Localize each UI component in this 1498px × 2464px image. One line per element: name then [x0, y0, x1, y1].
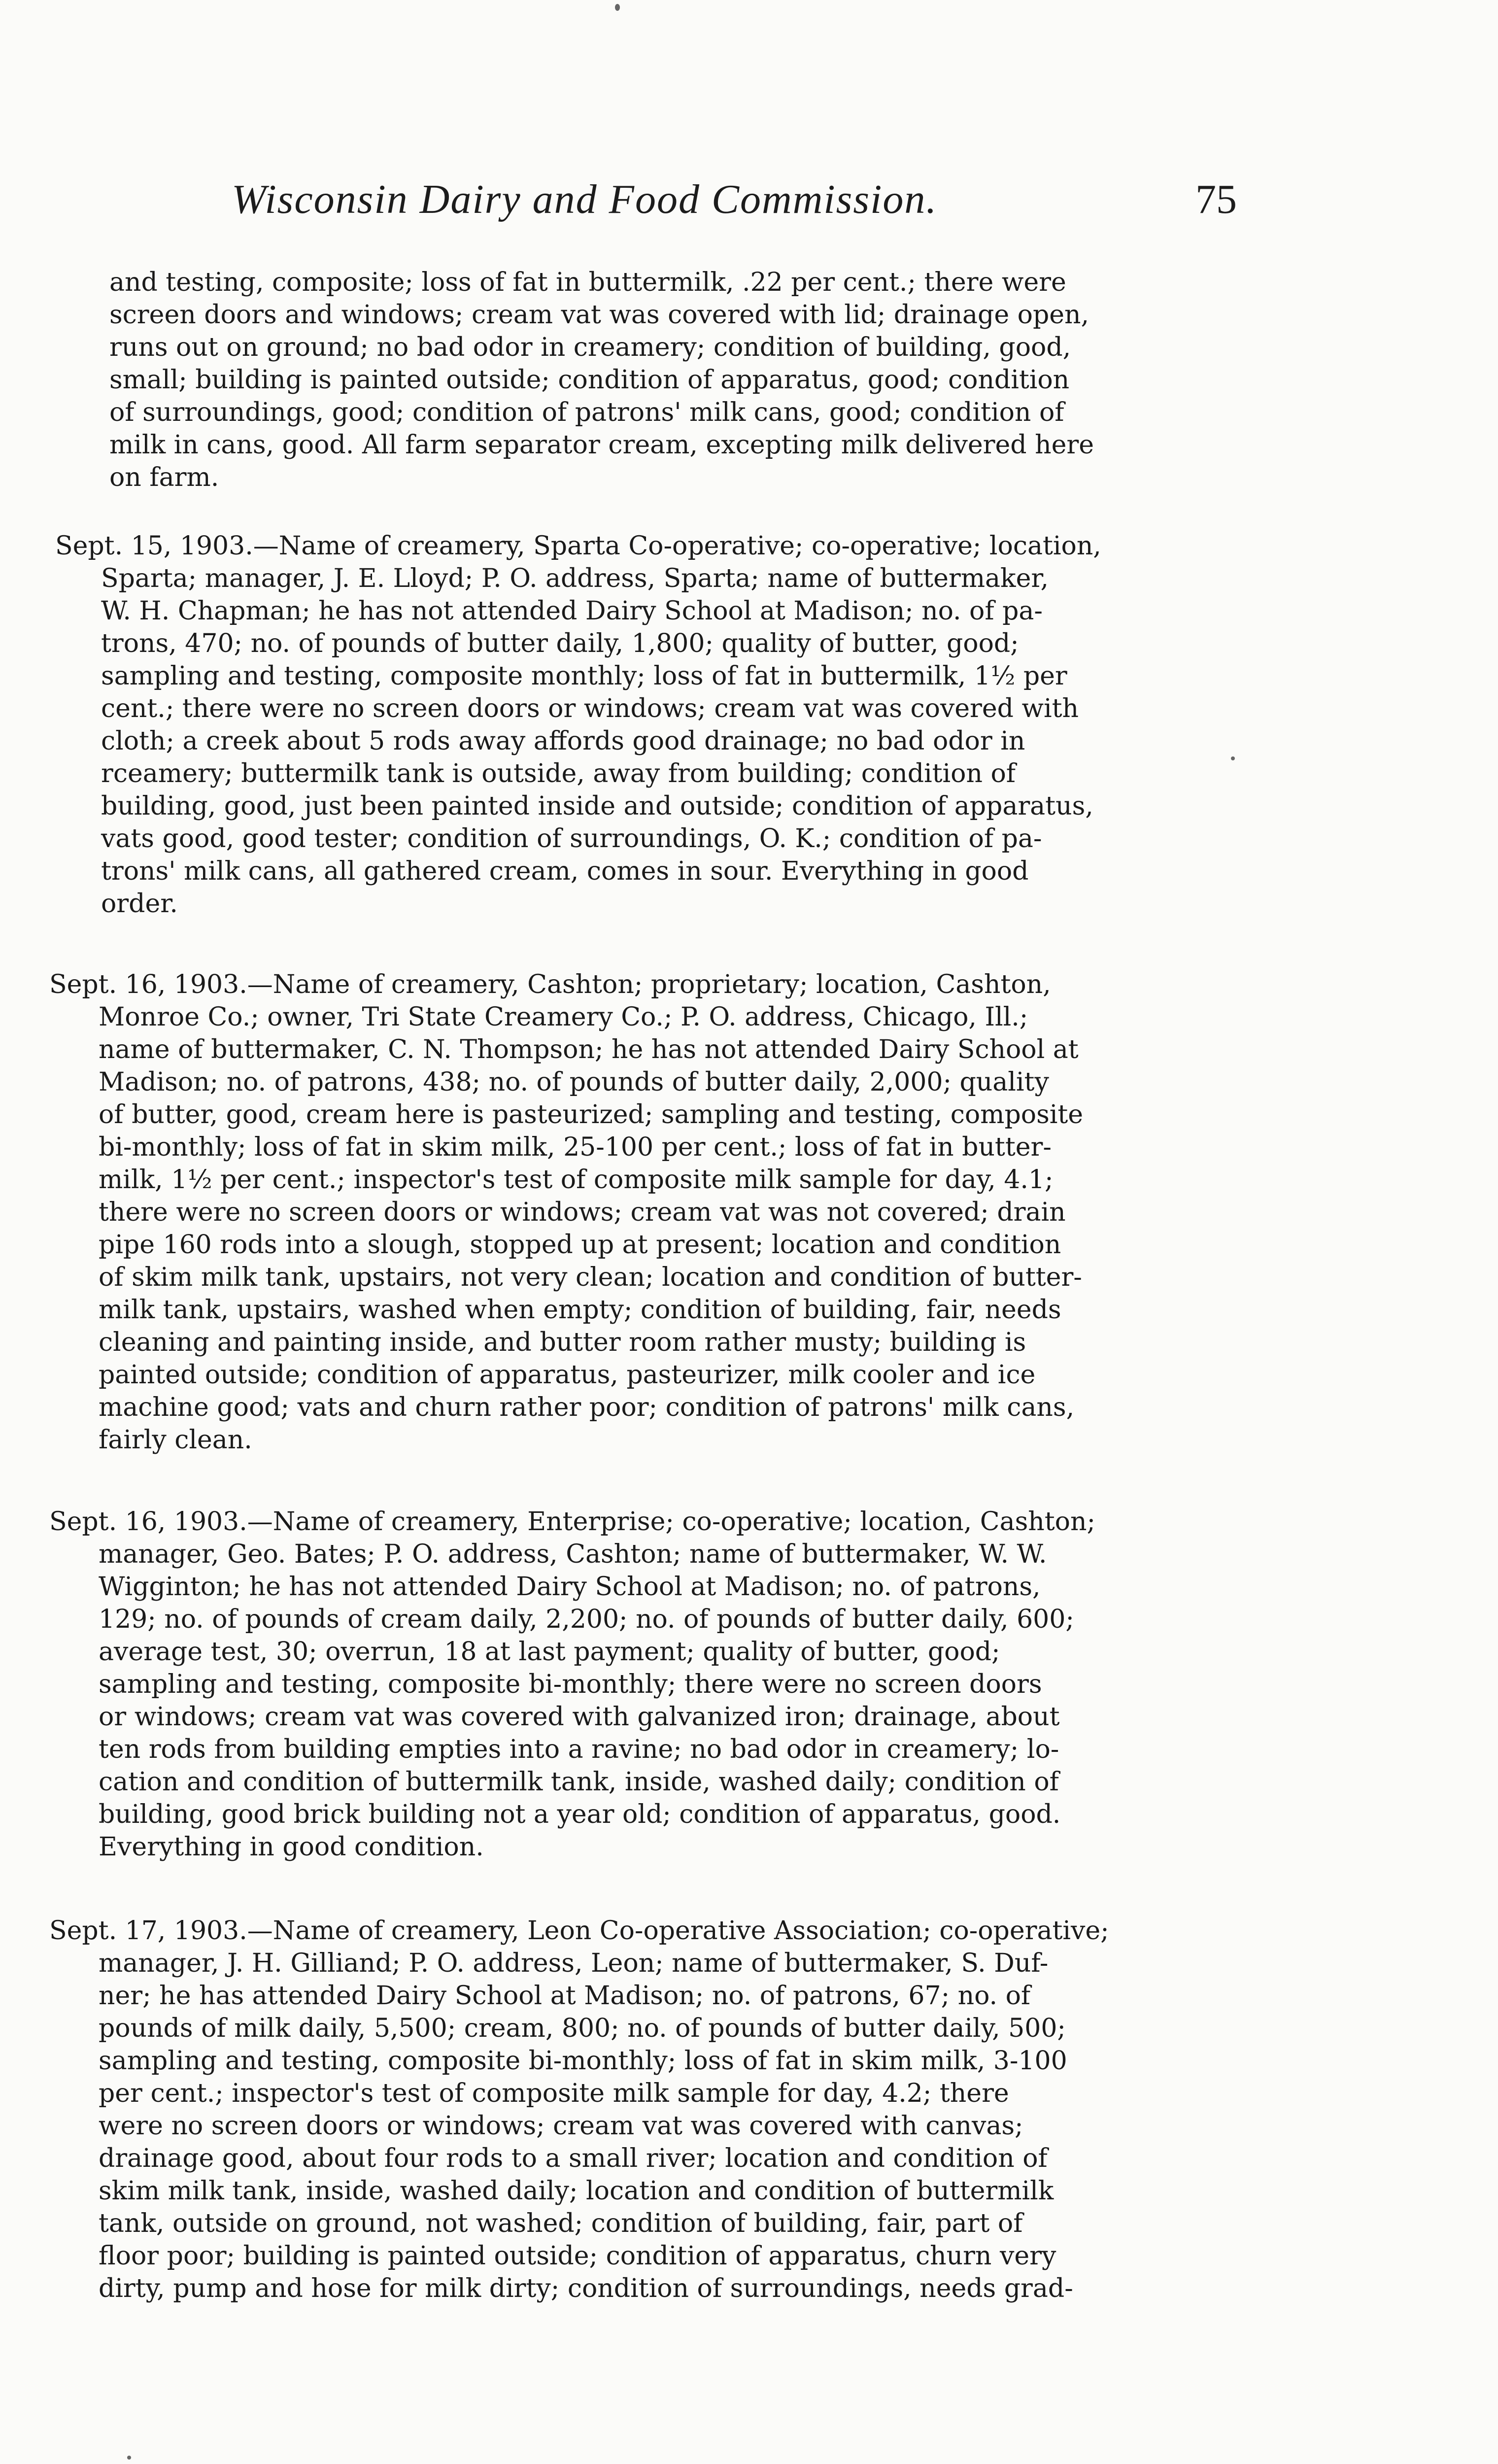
text-line: manager, J. H. Gilliand; P. O. address, Leon; name of buttermaker, S. Duf-	[99, 1949, 1049, 1978]
text-line: cloth; a creek about 5 rods away affords good drainage; no bad odor in	[101, 726, 1025, 756]
text-line: machine good; vats and churn rather poor; condition of patrons' milk cans,	[99, 1393, 1075, 1422]
page-number: 75	[1195, 176, 1237, 222]
entry-first-line: Sept. 16, 1903.—Name of creamery, Cashton; proprietary; location, Cashton,	[49, 970, 1051, 999]
text-line: Everything in good condition.	[99, 1832, 484, 1862]
running-title: Wisconsin Dairy and Food Commission.	[232, 176, 938, 222]
ink-speck	[1231, 756, 1235, 760]
text-line: cation and condition of buttermilk tank, inside, washed daily; condition of	[99, 1767, 1059, 1797]
text-line: vats good, good tester; condition of surroundings, O. K.; condition of pa-	[101, 824, 1042, 854]
text-line: tank, outside on ground, not washed; condition of building, fair, part of	[99, 2209, 1023, 2238]
text-line: were no screen doors or windows; cream vat was covered with canvas;	[99, 2111, 1023, 2141]
text-line: milk, 1½ per cent.; inspector's test of composite milk sample for day, 4.1;	[99, 1165, 1054, 1195]
text-line: sampling and testing, composite bi-monthly; loss of fat in skim milk, 3-100	[99, 2046, 1067, 2076]
text-line: Madison; no. of patrons, 438; no. of pounds of butter daily, 2,000; quality	[99, 1067, 1049, 1097]
text-line: rceamery; buttermilk tank is outside, away from building; condition of	[101, 759, 1016, 788]
text-line: or windows; cream vat was covered with galvanized iron; drainage, about	[99, 1702, 1060, 1732]
text-line: trons, 470; no. of pounds of butter daily, 1,800; quality of butter, good;	[101, 629, 1019, 658]
ink-speck	[615, 4, 620, 11]
text-line: average test, 30; overrun, 18 at last payment; quality of butter, good;	[99, 1637, 1000, 1667]
text-line: of skim milk tank, upstairs, not very clean; location and condition of butter-	[99, 1263, 1082, 1292]
ink-speck	[127, 2456, 131, 2460]
text-line: floor poor; building is painted outside; condition of apparatus, churn very	[99, 2241, 1056, 2271]
text-line: cent.; there were no screen doors or windows; cream vat was covered with	[101, 694, 1079, 723]
text-line: cleaning and painting inside, and butter room rather musty; building is	[99, 1328, 1026, 1357]
text-line: painted outside; condition of apparatus, pasteurizer, milk cooler and ice	[99, 1360, 1036, 1390]
text-line: sampling and testing, composite bi-monthly; there were no screen doors	[99, 1670, 1042, 1699]
text-line: order.	[101, 889, 178, 919]
text-line: on farm.	[109, 463, 219, 492]
text-line: small; building is painted outside; condition of apparatus, good; condition	[109, 365, 1070, 395]
text-line: name of buttermaker, C. N. Thompson; he has not attended Dairy School at	[99, 1035, 1079, 1064]
page-header	[232, 175, 1237, 229]
text-line: sampling and testing, composite monthly; loss of fat in buttermilk, 1½ per	[101, 661, 1067, 691]
text-line: dirty, pump and hose for milk dirty; condition of surroundings, needs grad-	[99, 2274, 1073, 2303]
text-line: manager, Geo. Bates; P. O. address, Cashton; name of buttermaker, W. W.	[99, 1540, 1047, 1569]
text-line: 129; no. of pounds of cream daily, 2,200; no. of pounds of butter daily, 600;	[99, 1605, 1074, 1634]
text-line: and testing, composite; loss of fat in buttermilk, .22 per cent.; there were	[109, 268, 1066, 297]
entry-first-line: Sept. 16, 1903.—Name of creamery, Enterprise; co-operative; location, Cashton;	[49, 1507, 1095, 1537]
text-line: building, good, just been painted inside and outside; condition of apparatus,	[101, 791, 1093, 821]
text-line: trons' milk cans, all gathered cream, comes in sour. Everything in good	[101, 856, 1029, 886]
text-line: Sparta; manager, J. E. Lloyd; P. O. address, Sparta; name of buttermaker,	[101, 564, 1049, 593]
text-line: of surroundings, good; condition of patrons' milk cans, good; condition of	[109, 398, 1064, 427]
text-line: pipe 160 rods into a slough, stopped up at present; location and condition	[99, 1230, 1061, 1260]
text-line: ner; he has attended Dairy School at Madison; no. of patrons, 67; no. of	[99, 1981, 1031, 2011]
text-line: there were no screen doors or windows; cream vat was not covered; drain	[99, 1198, 1066, 1227]
entry-first-line: Sept. 17, 1903.—Name of creamery, Leon Co-operative Association; co-operative;	[49, 1916, 1109, 1946]
text-line: Wigginton; he has not attended Dairy School at Madison; no. of patrons,	[99, 1572, 1041, 1602]
text-line: screen doors and windows; cream vat was covered with lid; drainage open,	[109, 300, 1089, 330]
text-line: runs out on ground; no bad odor in creamery; condition of building, good,	[109, 333, 1071, 362]
text-line: drainage good, about four rods to a small river; location and condition of	[99, 2144, 1048, 2173]
text-line: ten rods from building empties into a ravine; no bad odor in creamery; lo-	[99, 1735, 1059, 1764]
text-line: Monroe Co.; owner, Tri State Creamery Co.; P. O. address, Chicago, Ill.;	[99, 1002, 1028, 1032]
text-line: bi-monthly; loss of fat in skim milk, 25-100 per cent.; loss of fat in butter-	[99, 1132, 1052, 1162]
text-line: fairly clean.	[99, 1425, 252, 1455]
text-line: skim milk tank, inside, washed daily; location and condition of buttermilk	[99, 2176, 1054, 2206]
text-line: of butter, good, cream here is pasteurized; sampling and testing, composite	[99, 1100, 1084, 1129]
text-line: pounds of milk daily, 5,500; cream, 800; no. of pounds of butter daily, 500;	[99, 2014, 1066, 2043]
text-line: building, good brick building not a year old; condition of apparatus, good.	[99, 1800, 1061, 1829]
entry-first-line: Sept. 15, 1903.—Name of creamery, Sparta Co-operative; co-operative; location,	[55, 531, 1101, 561]
text-line: milk tank, upstairs, washed when empty; condition of building, fair, needs	[99, 1295, 1061, 1325]
text-line: W. H. Chapman; he has not attended Dairy School at Madison; no. of pa-	[101, 596, 1043, 626]
text-line: milk in cans, good. All farm separator cream, excepting milk delivered here	[109, 430, 1094, 460]
text-line: per cent.; inspector's test of composite milk sample for day, 4.2; there	[99, 2079, 1009, 2108]
